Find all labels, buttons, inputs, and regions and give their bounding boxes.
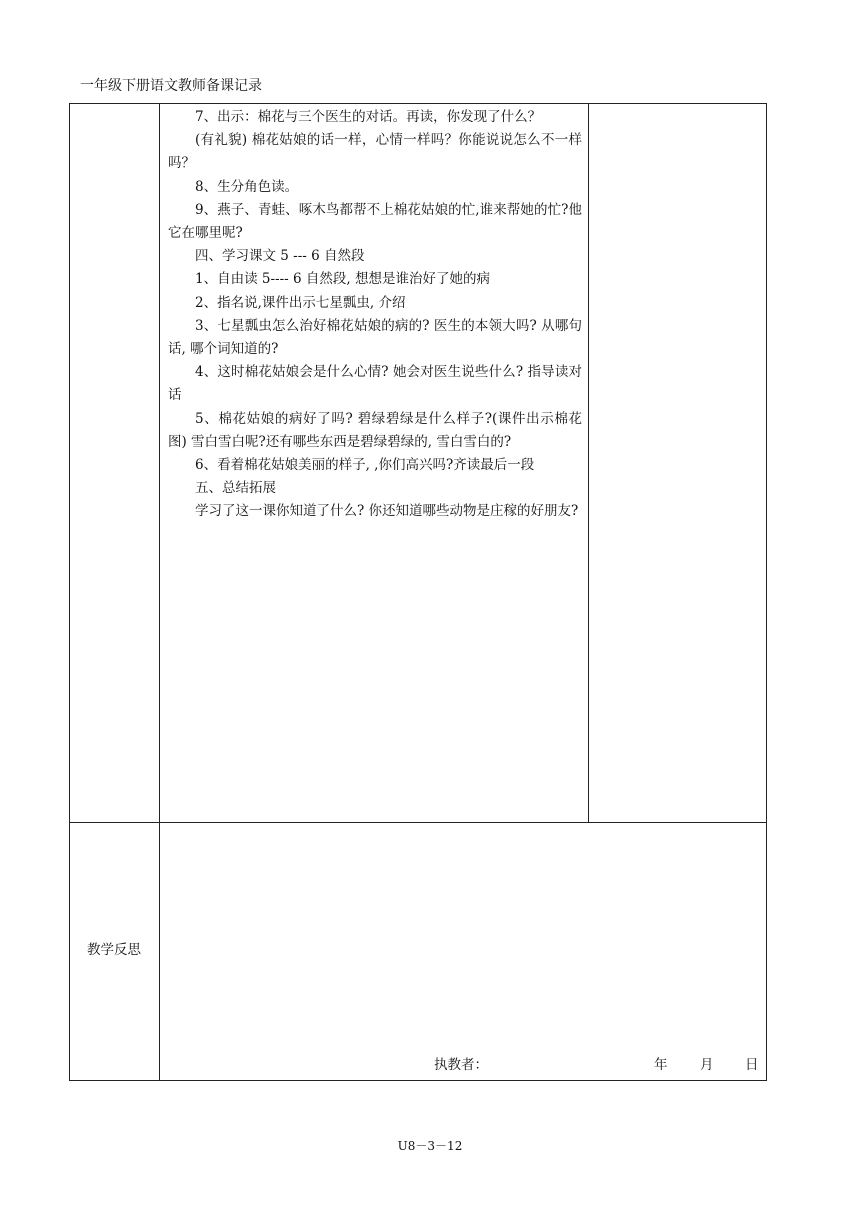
lesson-paragraph: 4、这时棉花姑娘会是什么心情? 她会对医生说些什么? 指导读对话 [168,364,582,404]
page-footer-code: U8－3－12 [397,1139,463,1153]
lesson-section-heading: 五、总结拓展 [195,480,276,497]
lesson-paragraph: 2、指名说,课件出示七星瓢虫, 介绍 [195,294,406,311]
lesson-paragraph: 1、自由读 5---- 6 自然段, 想想是谁治好了她的病 [195,271,490,288]
lesson-paragraph: (有礼貌) 棉花姑娘的话一样，心情一样吗？你能说说怎么不一样吗？ [168,132,582,172]
lesson-paragraph: 7、出示：棉花与三个医生的对话。再读，你发现了什么？ [195,109,542,125]
lesson-paragraph: 学习了这一课你知道了什么? 你还知道哪些动物是庄稼的好朋友? [195,503,579,520]
table-column-divider-right [588,103,589,822]
lesson-paragraph: 5、棉花姑娘的病好了吗? 碧绿碧绿是什么样子?(课件出示棉花图) 雪白雪白呢?还有哪些东西是碧绿碧绿的, 雪白雪白的? [168,410,582,450]
table-row-divider [69,822,767,823]
lesson-paragraph: 3、七星瓢虫怎么治好棉花姑娘的病的? 医生的本领大吗? 从哪句话, 哪个词知道的? [168,317,582,358]
lesson-paragraph: 6、看着棉花姑娘美丽的样子, ,你们高兴吗?齐读最后一段 [195,457,535,474]
lesson-paragraph: 8、生分角色读。 [195,178,299,195]
page-header: 一年级下册语文教师备课记录 [80,78,262,94]
signer-label: 执教者： [434,1057,488,1073]
lesson-paragraph: 9、燕子、青蛙、啄木鸟都帮不上棉花姑娘的忙,谁来帮她的忙?他它在哪里呢? [168,201,582,242]
reflection-label: 教学反思 [87,942,141,958]
date-year-label: 年 [654,1057,668,1073]
date-day-label: 日 [745,1057,759,1073]
table-column-divider-left [159,103,160,1081]
date-month-label: 月 [700,1057,714,1073]
lesson-content [168,106,582,524]
lesson-section-heading: 四、学习课文 5 --- 6 自然段 [195,248,365,265]
